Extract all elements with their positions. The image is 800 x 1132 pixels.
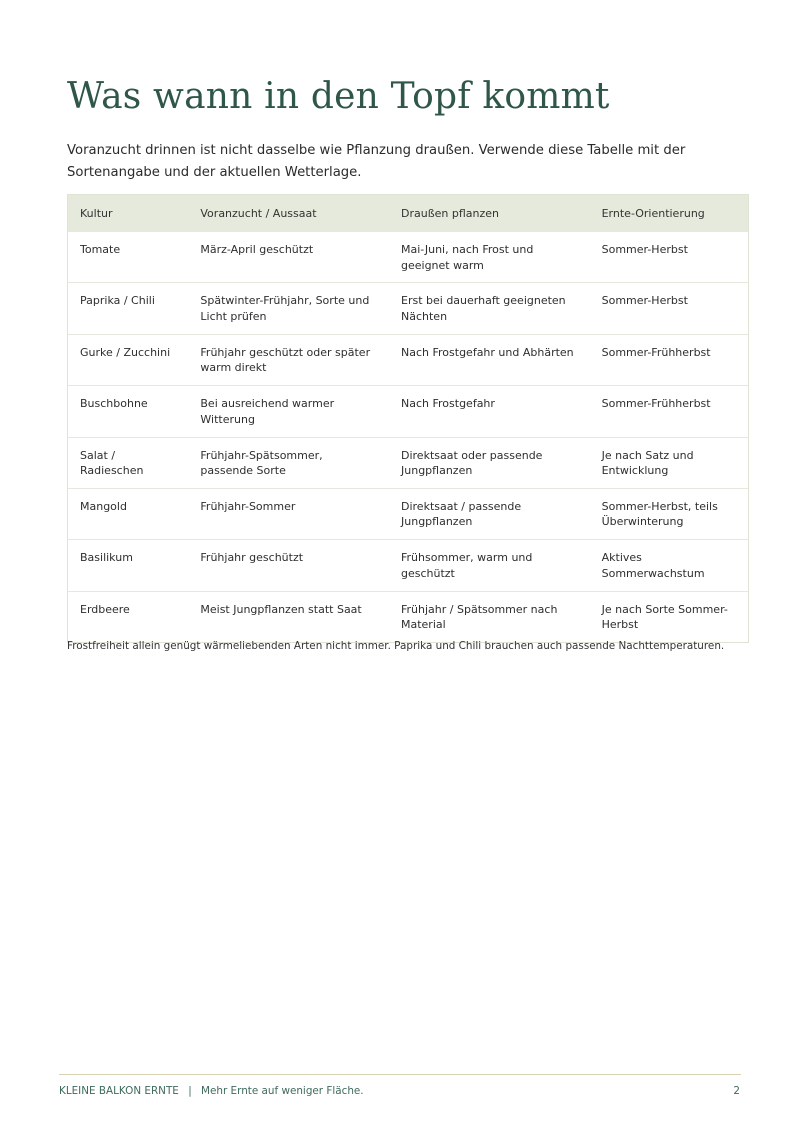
cell-kultur: Tomate (68, 232, 189, 283)
table-row (68, 591, 749, 642)
header-voranzucht: Voranzucht / Aussaat (188, 195, 389, 232)
cell-ernte: Sommer-Herbst (590, 283, 749, 334)
footer-brand: KLEINE BALKON ERNTE (59, 1085, 179, 1097)
table-header-row (68, 195, 749, 232)
cell-draussen: Frühjahr / Spätsommer nach Material (389, 591, 590, 642)
cell-kultur: Paprika / Chili (68, 283, 189, 334)
page-number: 2 (733, 1085, 740, 1097)
cell-kultur: Buschbohne (68, 386, 189, 437)
cell-voranzucht: März-April geschützt (188, 232, 389, 283)
cell-voranzucht: Frühjahr-Spätsommer, passende Sorte (188, 437, 389, 488)
table-row (68, 283, 749, 334)
cell-voranzucht: Meist Jungpflanzen statt Saat (188, 591, 389, 642)
cell-voranzucht: Spätwinter-Frühjahr, Sorte und Licht prüfen (188, 283, 389, 334)
cell-ernte: Sommer-Frühherbst (590, 386, 749, 437)
cell-voranzucht: Bei ausreichend warmer Witterung (188, 386, 389, 437)
cell-ernte: Je nach Sorte Sommer-Herbst (590, 591, 749, 642)
planting-table (67, 194, 749, 643)
footer-tagline: Mehr Ernte auf weniger Fläche. (201, 1085, 364, 1097)
intro-paragraph: Voranzucht drinnen ist nicht dasselbe wie Pflanzung draußen. Verwende diese Tabelle mit der Sortenangabe und der aktuellen Wetterlage. (67, 143, 686, 180)
cell-voranzucht: Frühjahr geschützt oder später warm direkt (188, 334, 389, 385)
cell-voranzucht: Frühjahr geschützt (188, 540, 389, 591)
cell-kultur: Erdbeere (68, 591, 189, 642)
cell-kultur: Mangold (68, 488, 189, 539)
cell-draussen: Nach Frostgefahr und Abhärten (389, 334, 590, 385)
cell-draussen: Direktsaat oder passende Jungpflanzen (389, 437, 590, 488)
table-footnote: Frostfreiheit allein genügt wärmeliebenden Arten nicht immer. Paprika und Chili brauchen auch passende Nachttemperaturen. (67, 640, 725, 652)
footer-brand-line (59, 1085, 364, 1097)
page-title: Was wann in den Topf kommt (67, 76, 610, 117)
table-row (68, 386, 749, 437)
header-kultur: Kultur (68, 195, 189, 232)
cell-draussen: Nach Frostgefahr (389, 386, 590, 437)
cell-ernte: Je nach Satz und Entwicklung (590, 437, 749, 488)
cell-ernte: Aktives Sommerwachstum (590, 540, 749, 591)
cell-draussen: Mai-Juni, nach Frost und geeignet warm (389, 232, 590, 283)
cell-ernte: Sommer-Herbst, teils Überwinterung (590, 488, 749, 539)
cell-kultur: Salat / Radieschen (68, 437, 189, 488)
cell-draussen: Direktsaat / passende Jungpflanzen (389, 488, 590, 539)
cell-ernte: Sommer-Frühherbst (590, 334, 749, 385)
cell-ernte: Sommer-Herbst (590, 232, 749, 283)
table-row (68, 540, 749, 591)
header-ernte: Ernte-Orientierung (590, 195, 749, 232)
footer-divider (59, 1074, 741, 1075)
cell-voranzucht: Frühjahr-Sommer (188, 488, 389, 539)
cell-kultur: Gurke / Zucchini (68, 334, 189, 385)
table-row (68, 488, 749, 539)
cell-kultur: Basilikum (68, 540, 189, 591)
table-row (68, 437, 749, 488)
footer-separator: | (188, 1085, 192, 1097)
cell-draussen: Frühsommer, warm und geschützt (389, 540, 590, 591)
table-row (68, 232, 749, 283)
cell-draussen: Erst bei dauerhaft geeigneten Nächten (389, 283, 590, 334)
table-row (68, 334, 749, 385)
header-draussen: Draußen pflanzen (389, 195, 590, 232)
